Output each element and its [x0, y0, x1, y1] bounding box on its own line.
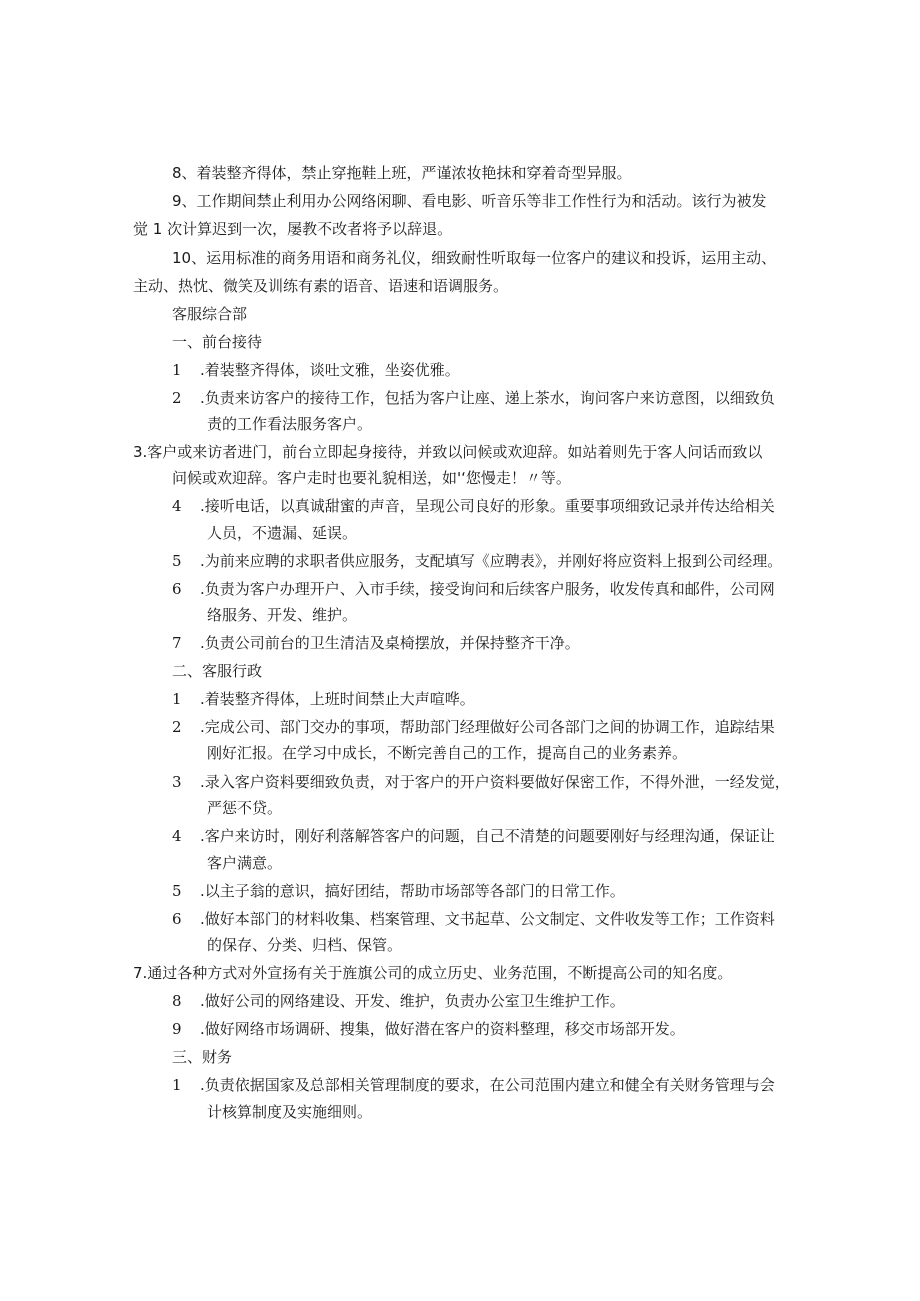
rule-10-line-2: 主动、热忱、微笑及训练有素的语音、语速和语调服务。 [133, 277, 509, 295]
rule-10-line-1: 10、运用标准的商务用语和商务礼仪，细致耐性听取每一位客户的建议和投诉，运用主动、 [172, 249, 777, 267]
item-continuation: 络服务、开发、维护。 [207, 606, 358, 624]
item-continuation: 客户满意。 [207, 854, 283, 872]
item-text: .以主子翁的意识，搞好团结，帮助市场部等各部门的日常工作。 [200, 882, 625, 900]
list-item [172, 388, 775, 408]
list-item [172, 1075, 775, 1095]
rule-8: 8、着装整齐得体，禁止穿拖鞋上班，严谨浓妆艳抹和穿着奇型异服。 [172, 164, 632, 182]
item-number: 7 [172, 634, 182, 652]
item-text: .为前来应聘的求职者供应服务，支配填写《应聘表》，并刚好将应资料上报到公司经理。 [200, 552, 783, 570]
item-text: .做好网络市场调研、搜集，做好潜在客户的资料整理，移交市场部开发。 [200, 1020, 685, 1038]
item-number: 8 [172, 992, 182, 1010]
list-item [172, 909, 775, 929]
list-item [172, 496, 775, 516]
item-number: 1 [172, 361, 182, 379]
item-text: .负责来访客户的接待工作，包括为客户让座、递上茶水，询问客户来访意图，以细致负 [200, 389, 775, 407]
item-number: 5 [172, 882, 182, 900]
item-continuation: 刚好汇报。在学习中成长，不断完善自己的工作，提高自己的业务素养。 [207, 744, 688, 762]
rule-9-line-1: 9、工作期间禁止利用办公网络闲聊、看电影、听音乐等非工作性行为和活动。该行为被发 [172, 192, 767, 210]
item-text: .客户来访时，刚好利落解答客户的问题，自己不清楚的问题要刚好与经理沟通，保证让 [200, 827, 775, 845]
item-number: 2 [172, 718, 182, 736]
list-item [172, 689, 475, 709]
list-item [172, 633, 580, 653]
list-item: 7.通过各种方式对外宣扬有关于旌旗公司的成立历史、业务范围，不断提高公司的知名度。 [133, 964, 733, 982]
item-number: 1 [172, 1076, 182, 1094]
rule-9-line-2: 觉 1 次计算迟到一次，屡教不改者将予以辞退。 [133, 220, 453, 238]
list-item [172, 717, 775, 737]
item-number: 4 [172, 827, 182, 845]
item-number: 9 [172, 1020, 182, 1038]
item-text: .录入客户资料要细致负责，对于客户的开户资料要做好保密工作，不得外泄，一经发觉， [200, 773, 790, 791]
item-number: 2 [172, 389, 182, 407]
list-item [172, 360, 460, 380]
section-2-title: 二、客服行政 [172, 662, 263, 680]
item-number: 3 [172, 773, 182, 791]
item-text: .完成公司、部门交办的事项，帮助部门经理做好公司各部门之间的协调工作，追踪结果 [200, 718, 775, 736]
item-number: 4 [172, 497, 182, 515]
list-item [172, 1019, 685, 1039]
item-continuation: 的保存、分类、归档、保管。 [207, 936, 403, 954]
list-item [172, 551, 782, 571]
item-text: .负责公司前台的卫生清洁及桌椅摆放，并保持整齐干净。 [200, 634, 580, 652]
list-item [172, 579, 775, 599]
section-3-title: 三、财务 [172, 1048, 233, 1066]
item-number: 6 [172, 580, 182, 598]
item-continuation: 责的工作看法服务客户。 [207, 415, 373, 433]
item-text: .做好本部门的材料收集、档案管理、文书起草、公文制定、文件收发等工作；工作资料 [200, 910, 775, 928]
item-continuation: 问候或欢迎辞。客户走时也要礼貌相送，如'‘您慢走！〃等。 [172, 469, 571, 487]
item-text: .着装整齐得体，谈吐文雅，坐姿优雅。 [200, 361, 460, 379]
department-title: 客服综合部 [172, 305, 248, 323]
item-text: .着装整齐得体，上班时间禁止大声喧哗。 [200, 690, 475, 708]
item-continuation: 严惩不贷。 [207, 799, 283, 817]
item-continuation: 计核算制度及实施细则。 [207, 1103, 373, 1121]
item-continuation: 人员，不遗漏、延误。 [207, 524, 358, 542]
item-text: .负责为客户办理开户、入市手续，接受询问和后续客户服务，收发传真和邮件，公司网 [200, 580, 775, 598]
list-item: 3.客户或来访者进门，前台立即起身接待，并致以问候或欢迎辞。如站着则先于客人问话而致以 [133, 443, 763, 461]
list-item [172, 881, 625, 901]
list-item [172, 826, 775, 846]
item-text: .接听电话，以真诚甜蜜的声音，呈现公司良好的形象。重要事项细致记录并传达给相关 [200, 497, 775, 515]
item-number: 5 [172, 552, 182, 570]
item-text: .做好公司的网络建设、开发、维护，负责办公室卫生维护工作。 [200, 992, 625, 1010]
item-text: .负责依据国家及总部相关管理制度的要求，在公司范围内建立和健全有关财务管理与会 [200, 1076, 775, 1094]
list-item [172, 991, 625, 1011]
list-item [172, 772, 790, 792]
section-1-title: 一、前台接待 [172, 333, 263, 351]
item-number: 1 [172, 690, 182, 708]
item-number: 6 [172, 910, 182, 928]
